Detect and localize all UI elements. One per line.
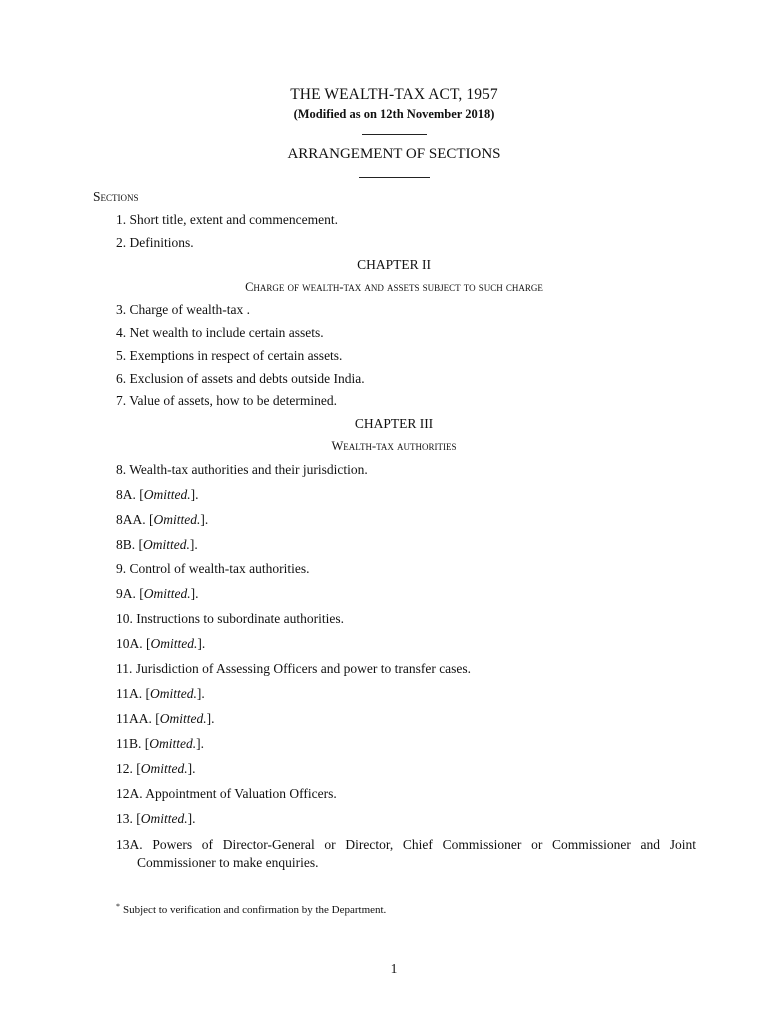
footnote <box>116 902 386 916</box>
section-number: 12. <box>116 761 133 776</box>
footnote-mark: * <box>116 902 120 911</box>
section-number: 8AA. <box>116 512 146 527</box>
section-entry <box>116 661 471 677</box>
section-number: 7. <box>116 393 127 408</box>
section-number: 9. <box>116 561 127 576</box>
chapter-subheading: Wealth-tax authorities <box>331 439 457 453</box>
section-entry <box>116 611 344 627</box>
divider-rule <box>359 177 430 178</box>
section-number: 4. <box>116 325 127 340</box>
section-title: Charge of wealth-tax . <box>129 302 250 317</box>
section-entry <box>116 393 337 409</box>
section-number: 3. <box>116 302 127 317</box>
section-entry: 8A. [Omitted.]. <box>116 487 199 502</box>
section-number: 11A. <box>116 686 143 701</box>
section-entry: 12. [Omitted.]. <box>116 761 196 776</box>
omitted-note: Omitted. <box>153 512 201 527</box>
section-number: 11. <box>116 661 133 676</box>
section-title: Appointment of Valuation Officers. <box>145 786 337 801</box>
modified-date: (Modified as on 12th November 2018) <box>293 107 495 121</box>
section-number: 9A. <box>116 586 136 601</box>
omitted-note: Omitted. <box>143 537 190 552</box>
section-title: Instructions to subordinate authorities. <box>136 611 344 626</box>
section-entry <box>116 462 368 478</box>
section-number: 11B. <box>116 736 142 751</box>
section-entry: 10A. [Omitted.]. <box>116 636 206 651</box>
section-number: 2. <box>116 235 127 250</box>
section-entry <box>116 212 338 228</box>
section-title-continuation: Commissioner to make enquiries. <box>137 855 319 870</box>
divider-rule <box>362 134 427 135</box>
section-title: Net wealth to include certain assets. <box>129 325 324 340</box>
section-entry <box>116 371 365 387</box>
section-number: 5. <box>116 348 127 363</box>
section-title: Exclusion of assets and debts outside India. <box>129 371 365 386</box>
section-number: 8B. <box>116 537 136 552</box>
section-number: 12A. <box>116 786 143 801</box>
arrangement-heading: ARRANGEMENT OF SECTIONS <box>287 146 501 162</box>
section-entry <box>116 302 250 318</box>
section-title: Short title, extent and commencement. <box>129 212 338 227</box>
chapter-heading: CHAPTER III <box>354 416 434 431</box>
omitted-note: Omitted. <box>143 586 191 601</box>
section-entry: 11B. [Omitted.]. <box>116 736 205 751</box>
omitted-note: Omitted. <box>159 711 207 726</box>
act-title: THE WEALTH-TAX ACT, 1957 <box>290 86 498 103</box>
omitted-note: Omitted. <box>150 636 198 651</box>
section-entry <box>116 786 337 802</box>
section-entry <box>116 325 324 341</box>
section-number: 8. <box>116 462 127 477</box>
omitted-note: Omitted. <box>140 811 188 826</box>
section-number: 10A. <box>116 636 143 651</box>
section-entry <box>116 836 696 854</box>
chapter-heading: CHAPTER II <box>357 257 431 272</box>
section-number: 8A. <box>116 487 136 502</box>
section-entry <box>116 235 194 251</box>
section-entry: 8AA. [Omitted.]. <box>116 512 209 527</box>
section-entry <box>116 561 309 577</box>
section-number: 11AA. <box>116 711 152 726</box>
section-number: 13. <box>116 811 133 826</box>
page-number: 1 <box>390 961 398 976</box>
section-title: Jurisdiction of Assessing Officers and power to transfer cases. <box>135 661 472 676</box>
omitted-note: Omitted. <box>150 686 197 701</box>
section-title: Wealth-tax authorities and their jurisdiction. <box>126 462 368 477</box>
section-title: Value of assets, how to be determined. <box>129 393 337 408</box>
chapter-subheading: Charge of wealth-tax and assets subject to such charge <box>245 280 543 294</box>
section-entry: 11A. [Omitted.]. <box>116 686 205 701</box>
section-number: 6. <box>116 371 127 386</box>
sections-heading: Sections <box>93 189 139 204</box>
section-title: Exemptions in respect of certain assets. <box>129 348 343 363</box>
section-entry: 11AA. [Omitted.]. <box>116 711 215 726</box>
section-entry <box>116 348 342 364</box>
omitted-note: Omitted. <box>140 761 188 776</box>
omitted-note: Omitted. <box>149 736 197 751</box>
section-title: Control of wealth-tax authorities. <box>129 561 310 576</box>
section-entry: 13. [Omitted.]. <box>116 811 196 826</box>
omitted-note: Omitted. <box>143 487 191 502</box>
section-title: Definitions. <box>129 235 194 250</box>
section-entry: 8B. [Omitted.]. <box>116 537 198 552</box>
section-entry: 9A. [Omitted.]. <box>116 586 199 601</box>
section-title: Powers of Director-General or Director, Chief Commissioner or Commissioner and Joint <box>152 837 696 852</box>
section-number: 13A. <box>116 837 143 852</box>
section-number: 1. <box>116 212 127 227</box>
footnote-text: Subject to verification and confirmation by the Department. <box>123 904 387 916</box>
section-number: 10. <box>116 611 133 626</box>
